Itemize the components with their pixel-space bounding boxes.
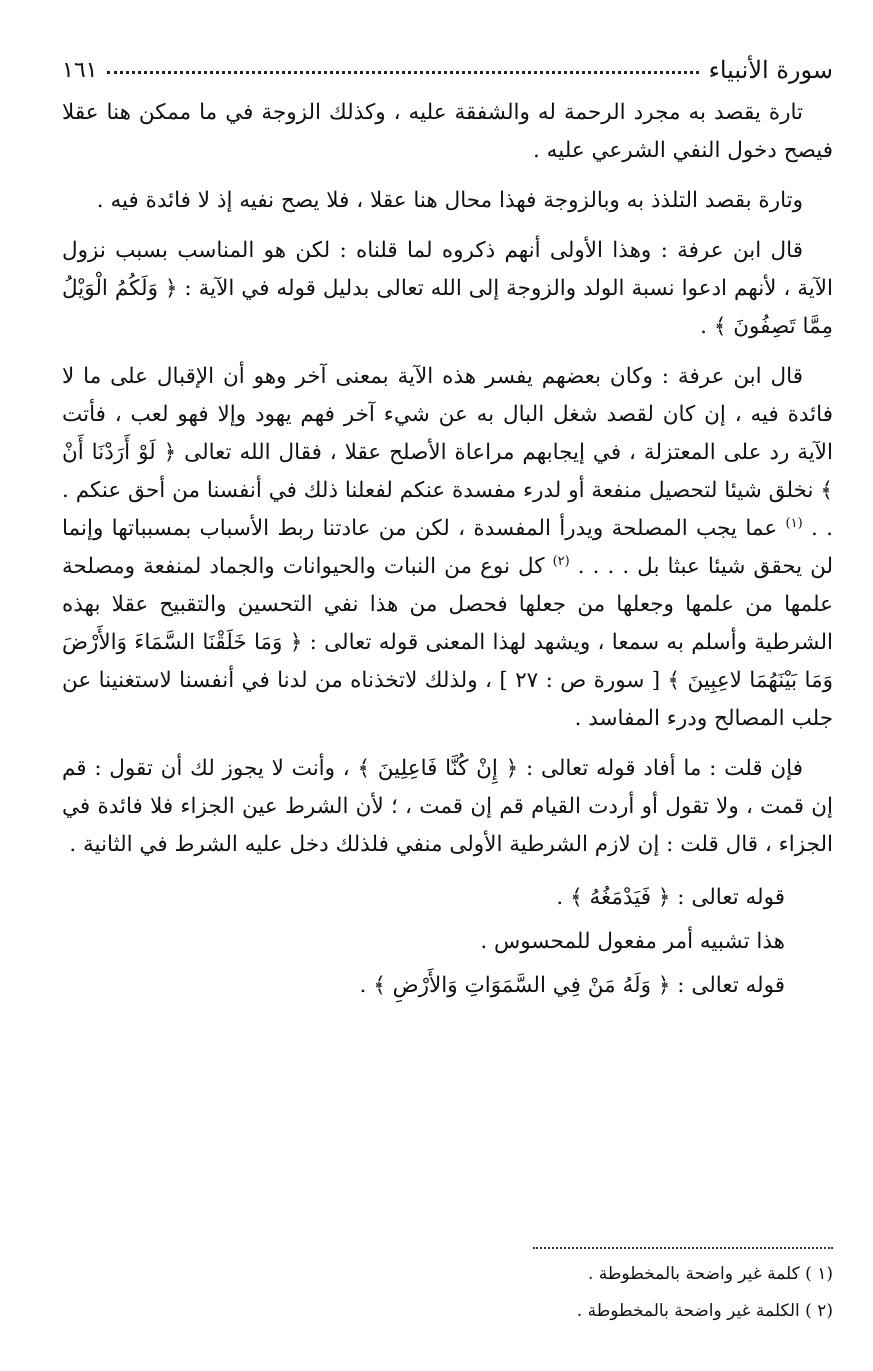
footnote-ref-1[interactable]: (١) <box>785 515 803 531</box>
page-number: ١٦١ <box>62 57 98 83</box>
surah-title: سورة الأنبياء <box>708 56 833 84</box>
paragraph-5: فإن قلت : ما أفاد قوله تعالى : ﴿ إِنْ كُنَّا فَاعِلِينَ ﴾ ، وأنت لا يجوز لك أن تقول : قم إن قمت ، ولا تقول أو أردت القيام قم إن قمت ، ؛ لأن الشرط عين الجزاء فلا فائدة في الجزاء ، قال قلت : إن لازم الشرطية الأولى منفي فلذلك دخل عليه الشرط في الثانية . <box>62 756 833 857</box>
paragraph-2: وتارة بقصد التلذذ به وبالزوجة فهذا محال هنا عقلا ، فلا يصح نفيه إذ لا فائدة فيه . <box>96 188 803 213</box>
paragraph-4-part-2: عما يجب المصلحة ويدرأ المفسدة ، لكن من عادتنا ربط الأسباب بمسبباتها وإنما لن يحقق شيئا عبثا بل . . . . <box>62 516 834 579</box>
footnote-ref-2[interactable]: (٢) <box>552 553 570 569</box>
footnote-1: (١ ) كلمة غير واضحة بالمخطوطة . <box>587 1264 833 1284</box>
verse-line-1: قوله تعالى : ﴿ فَيَدْمَغُهُ ﴾ . <box>556 885 785 910</box>
footnote-separator <box>533 1247 833 1249</box>
main-text <box>62 94 833 1008</box>
paragraph-3: قال ابن عرفة : وهذا الأولى أنهم ذكروه لما قلناه : لكن هو المناسب بسبب نزول الآية ، لأنهم ادعوا نسبة الولد والزوجة إلى الله تعالى بدليل قوله في الآية : ﴿ وَلَكُمُ الْوَيْلُ مِمَّا تَصِفُونَ ﴾ . <box>62 238 833 339</box>
paragraph-4-part-1: قال ابن عرفة : وكان بعضهم يفسر هذه الآية بمعنى آخر وهو أن الإقبال على ما لا فائدة فيه ، إن كان لقصد شغل البال به عن شيء آخر فهم يهود وإلا فهو لعب ، فأتت الآية رد على المعتزلة ، في إيجابهم مراعاة الأصلح عقلا ، فقال الله تعالى ﴿ لَوْ أَرَدْنَا أَنْ ﴾ نخلق شيئا لتحصيل منفعة أو لدرء مفسدة عنكم لفعلنا ذلك في أنفسنا من أحق عنكم . . . <box>62 364 833 541</box>
footnotes <box>62 1256 833 1330</box>
verse-line-2: قوله تعالى : ﴿ وَلَهُ مَنْ فِي السَّمَوَاتِ وَالأَرْضِ ﴾ . <box>359 973 785 998</box>
running-header <box>62 52 833 88</box>
footnote-2: (٢ ) الكلمة غير واضحة بالمخطوطة . <box>576 1301 833 1321</box>
paragraph-1: تارة يقصد به مجرد الرحمة له والشفقة عليه ، وكذلك الزوجة في ما ممكن هنا عقلا فيصح دخول النفي الشرعي عليه . <box>62 100 833 163</box>
header-dotted-leader <box>107 71 698 74</box>
commentary-line: هذا تشبيه أمر مفعول للمحسوس . <box>480 929 785 954</box>
paragraph-4-part-3: كل نوع من النبات والحيوانات والجماد لمنفعة ومصلحة علمها من علمها وجعلها من جعلها فحصل من هذا نفي التحسين والتقبيح عقلا بهذه الشرطية وأسلم به سمعا ، ويشهد لهذا المعنى قوله تعالى : ﴿ وَمَا خَلَقْنَا السَّمَاءَ وَالأَرْضَ وَمَا بَيْنَهُمَا لاعِبِينَ ﴾ [ سورة ص : ٢٧ ] ، ولذلك لاتخذناه من لدنا في أنفسنا لاستغنينا عن جلب المصالح ودرء المفاسد . <box>62 554 833 731</box>
paragraph-4 <box>62 358 833 738</box>
